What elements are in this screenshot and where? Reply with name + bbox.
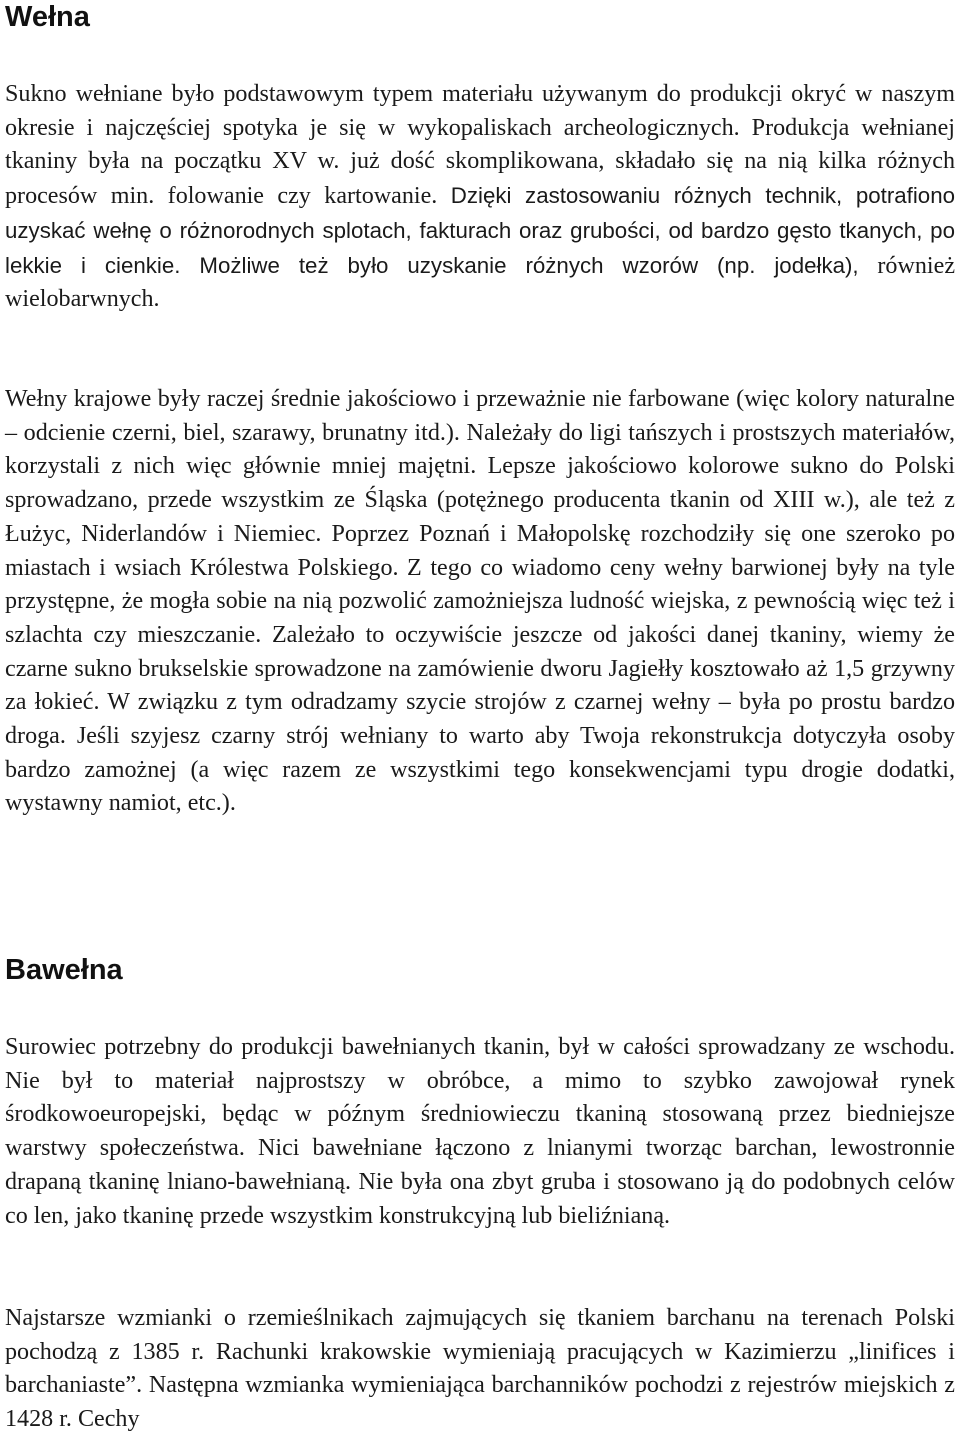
paragraph-wool-1-part-c: również wielobarwnych. — [5, 252, 956, 313]
paragraph-wool-1-part-a: Sukno wełniane było podstawowym typem materiału używanym do produkcji okryć w naszym okresie i najczęściej spotyka je się w wykopaliskach archeologicznych. Produkcja wełnianej tkaniny była na początku XV w. już dość skomplikowana, składało się na nią kilka różnych procesów min. folowanie czy kartowanie. — [5, 81, 955, 210]
paragraph-wool-1-part-b: Dzięki zastosowaniu różnych technik, potrafiono uzyskać wełnę o różnorodnych splotach, fakturach oraz grubości, od bardzo gęsto tkanych, po lekkie i cienkie. Możliwe też było uzyskanie różnych wzorów (np. jodełka), — [5, 183, 955, 278]
section-heading-wool: Wełna — [5, 1, 90, 33]
paragraph-cotton-1: Surowiec potrzebny do produkcji bawełnianych tkanin, był w całości sprowadzany ze wschodu. Nie był to materiał najprostszy w obróbce, a mimo to szybko zawojował rynek środkowoeuropejski, będąc w późnym średniowieczu tkaniną stosowaną przez biedniejsze warstwy społeczeństwa. Nici bawełniane łączono z lnianymi tworząc barchan, lewostronnie drapaną tkaninę lniano-bawełnianą. Nie była ona zbyt gruba i stosowano ją do podobnych celów co len, jako tkaninę przede wszystkim konstrukcyjną lub bieliźnianą. — [5, 1034, 955, 1229]
section-heading-cotton: Bawełna — [5, 954, 123, 986]
paragraph-cotton-2: Najstarsze wzmianki o rzemieślnikach zajmujących się tkaniem barchanu na terenach Polski pochodzą z 1385 r. Rachunki krakowskie wymieniają pracujących w Kazimierzu „linifices i barchaniaste”. Następna wzmianka wymieniająca barchanników pochodzi z rejestrów miejskich z 1428 r. Cechy — [5, 1305, 955, 1433]
paragraph-wool-2: Wełny krajowe były raczej średnie jakościowo i przeważnie nie farbowane (więc kolory naturalne – odcienie czerni, biel, szarawy, brunatny itd.). Należały do ligi tańszych i prostszych materiałów, korzystali z nich więc głównie mniej majętni. Lepsze jakościowo kolorowe sukno do Polski sprowadzano, przede wszystkim ze Śląska (potężnego producenta tkanin od XIII w.), ale też z Łużyc, Niderlandów i Niemiec. Poprzez Poznań i Małopolskę rozchodziły się one szeroko po miastach i wsiach Królestwa Polskiego. Z tego co wiadomo ceny wełny barwionej były na tyle przystępne, że mogła sobie na nią pozwolić zamożniejsza ludność wiejska, z pewnością więc też i szlachta czy mieszczanie. Zależało to oczywiście jeszcze od jakości danej tkaniny, wiemy że czarne sukno brukselskie sprowadzone na zamówienie dworu Jagiełły kosztowało aż 1,5 grzywny za łokieć. W związku z tym odradzamy szycie strojów z czarnej wełny – była po prostu bardzo droga. Jeśli szyjesz czarny strój wełniany to warto aby Twoja rekonstrukcja dotyczyła osoby bardzo zamożnej (a więc razem ze wszystkimi tego konsekwencjami typu drogie dodatki, wystawny namiot, etc.). — [5, 386, 955, 817]
paragraph-wool-1 — [5, 78, 955, 317]
